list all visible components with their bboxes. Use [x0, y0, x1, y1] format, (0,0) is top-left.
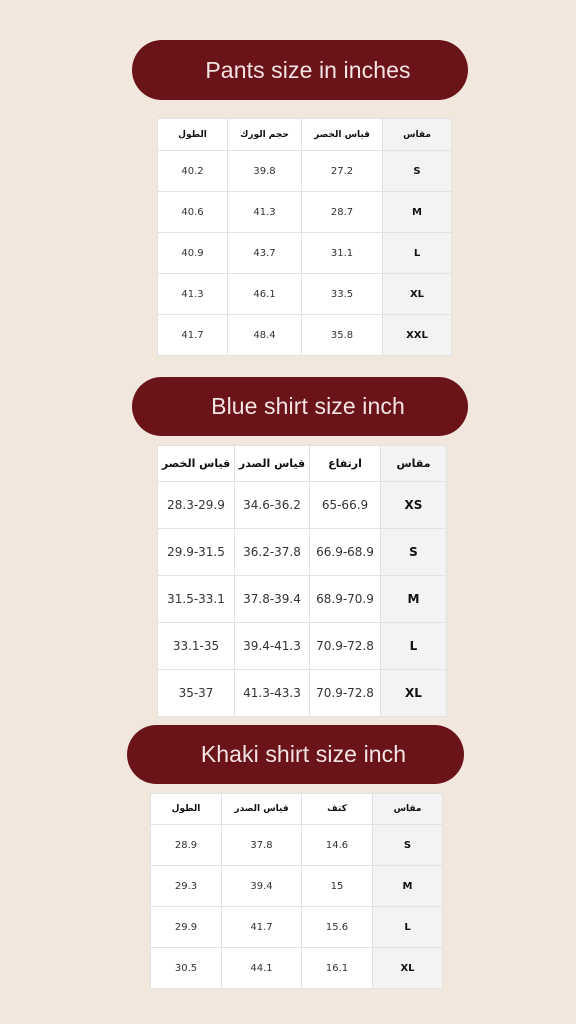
table-row [158, 576, 447, 623]
cell-length: 41.7 [158, 315, 228, 356]
cell-shoulder: 15.6 [302, 907, 373, 948]
cell-shoulder: 15 [302, 866, 373, 907]
cell-length: 40.6 [158, 192, 228, 233]
table-row [151, 907, 443, 948]
cell-height: 70.9-72.8 [310, 623, 381, 670]
khaki-shirt-size-title-text: Khaki shirt size inch [200, 741, 407, 767]
header-length: الطول [151, 794, 222, 825]
cell-length: 30.5 [151, 948, 222, 989]
blue-shirt-size-title-text: Blue shirt size inch [211, 393, 405, 419]
cell-size: M [383, 192, 452, 233]
cell-height: 68.9-70.9 [310, 576, 381, 623]
cell-hip: 46.1 [228, 274, 302, 315]
cell-chest: 39.4-41.3 [235, 623, 310, 670]
cell-waist: 35.8 [302, 315, 383, 356]
cell-size: L [383, 233, 452, 274]
cell-waist: 28.3-29.9 [158, 482, 235, 529]
table-row [158, 315, 452, 356]
khaki-shirt-size-table [150, 793, 443, 989]
khaki-shirt-size-title [127, 725, 464, 784]
cell-size: XL [373, 948, 443, 989]
cell-chest: 37.8 [222, 825, 302, 866]
blue-shirt-size-table [157, 445, 447, 717]
pants-size-title-text: Pants size in inches [205, 56, 411, 83]
cell-hip: 48.4 [228, 315, 302, 356]
cell-chest: 41.3-43.3 [235, 670, 310, 717]
cell-chest: 36.2-37.8 [235, 529, 310, 576]
cell-hip: 43.7 [228, 233, 302, 274]
header-height: ارتفاع [310, 446, 381, 482]
cell-size: XS [381, 482, 447, 529]
header-size: مقاس [383, 119, 452, 151]
header-waist-size: قياس الخصر [302, 119, 383, 151]
cell-size: S [373, 825, 443, 866]
table-row [158, 670, 447, 717]
cell-waist: 33.5 [302, 274, 383, 315]
cell-length: 28.9 [151, 825, 222, 866]
cell-chest: 34.6-36.2 [235, 482, 310, 529]
header-size: مقاس [381, 446, 447, 482]
cell-size: L [373, 907, 443, 948]
cell-chest: 37.8-39.4 [235, 576, 310, 623]
cell-length: 29.3 [151, 866, 222, 907]
table-row [158, 623, 447, 670]
table-row [158, 274, 452, 315]
cell-size: M [381, 576, 447, 623]
cell-waist: 35-37 [158, 670, 235, 717]
table-header-row [151, 794, 443, 825]
header-chest-size: قياس الصدر [235, 446, 310, 482]
table-header-row [158, 119, 452, 151]
table-row [151, 866, 443, 907]
cell-size: S [381, 529, 447, 576]
cell-waist: 29.9-31.5 [158, 529, 235, 576]
cell-chest: 39.4 [222, 866, 302, 907]
cell-waist: 33.1-35 [158, 623, 235, 670]
pants-size-title [132, 40, 468, 100]
blue-shirt-size-title [132, 377, 468, 436]
header-length: الطول [158, 119, 228, 151]
cell-waist: 31.1 [302, 233, 383, 274]
cell-height: 66.9-68.9 [310, 529, 381, 576]
cell-waist: 27.2 [302, 151, 383, 192]
table-row [151, 825, 443, 866]
cell-shoulder: 14.6 [302, 825, 373, 866]
cell-height: 70.9-72.8 [310, 670, 381, 717]
table-row [158, 151, 452, 192]
table-row [158, 233, 452, 274]
cell-size: XXL [383, 315, 452, 356]
header-shoulder: كتف [302, 794, 373, 825]
cell-size: S [383, 151, 452, 192]
cell-size: XL [381, 670, 447, 717]
table-row [158, 482, 447, 529]
cell-waist: 28.7 [302, 192, 383, 233]
cell-size: M [373, 866, 443, 907]
table-row [151, 948, 443, 989]
pants-size-table [157, 118, 452, 356]
cell-shoulder: 16.1 [302, 948, 373, 989]
cell-hip: 39.8 [228, 151, 302, 192]
cell-hip: 41.3 [228, 192, 302, 233]
table-header-row [158, 446, 447, 482]
header-hip-size: حجم الورك [228, 119, 302, 151]
cell-length: 40.9 [158, 233, 228, 274]
header-waist-size: قياس الخصر [158, 446, 235, 482]
cell-length: 41.3 [158, 274, 228, 315]
cell-chest: 41.7 [222, 907, 302, 948]
cell-length: 40.2 [158, 151, 228, 192]
cell-height: 65-66.9 [310, 482, 381, 529]
header-size: مقاس [373, 794, 443, 825]
cell-chest: 44.1 [222, 948, 302, 989]
cell-waist: 31.5-33.1 [158, 576, 235, 623]
cell-size: XL [383, 274, 452, 315]
table-row [158, 192, 452, 233]
cell-size: L [381, 623, 447, 670]
header-chest-size: قياس الصدر [222, 794, 302, 825]
table-row [158, 529, 447, 576]
cell-length: 29.9 [151, 907, 222, 948]
